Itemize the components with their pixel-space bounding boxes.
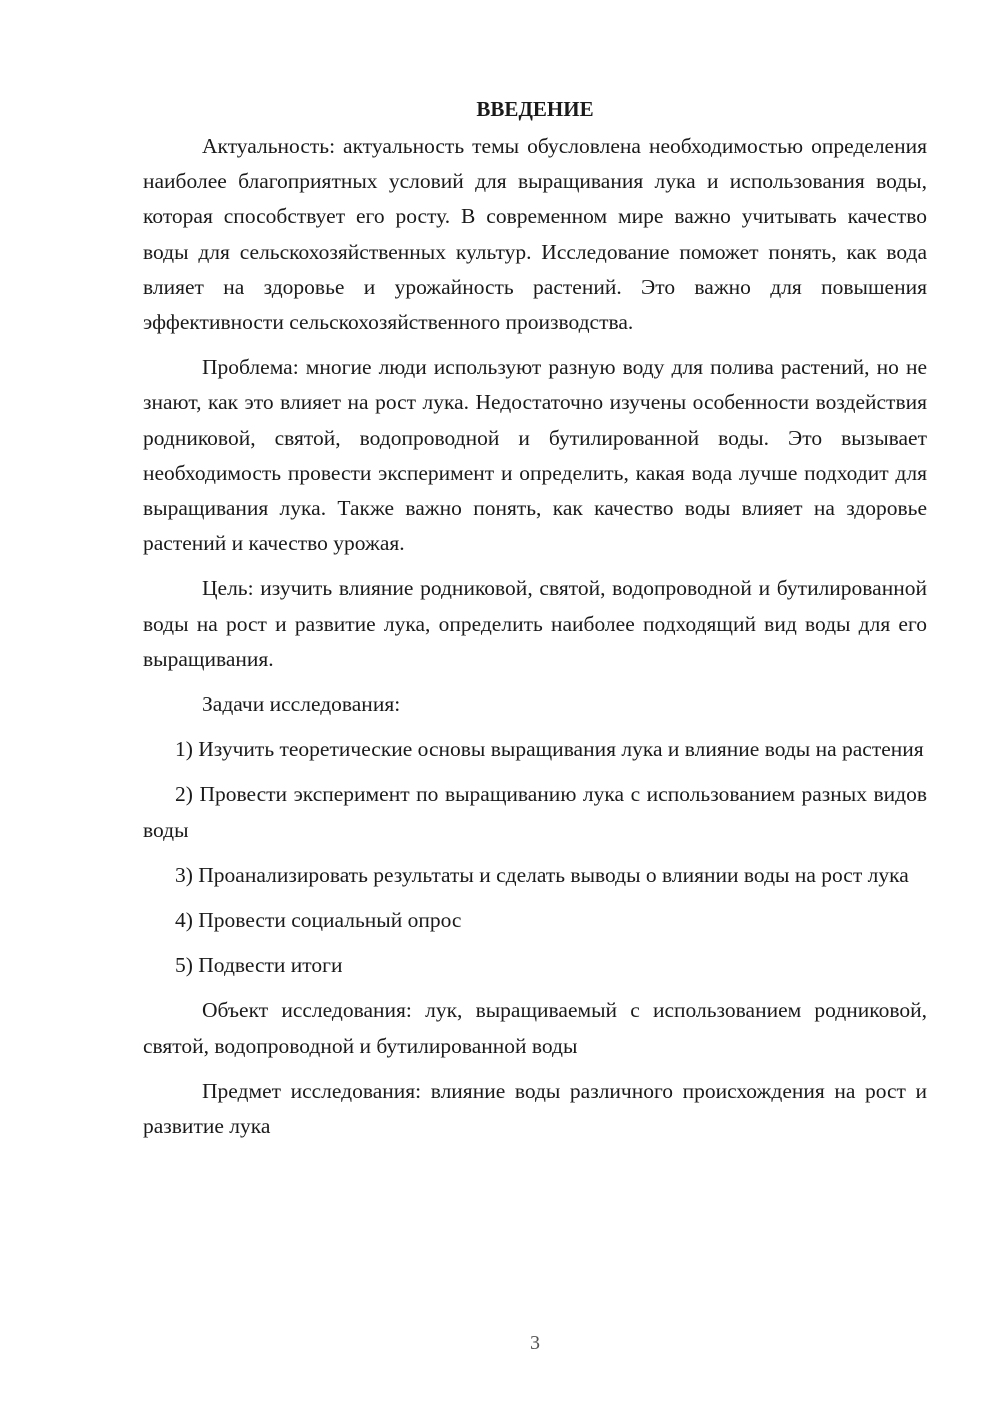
task-item: 1) Изучить теоретические основы выращивания лука и влияние воды на растения bbox=[175, 737, 924, 762]
task-item: 3) Проанализировать результаты и сделать выводы о влиянии воды на рост лука bbox=[175, 862, 909, 887]
relevance-paragraph: Актуальность: актуальность темы обусловлена необходимостью определения наиболее благоприятных условий для выращивания лука и использования воды, которая способствует его росту. В современном мире важно учитывать качество воды для сельскохозяйственных культур. Исследование поможет понять, как вода влияет на здоровье и урожайность растений. Это важно для повышения эффективности сельскохозяйственного производства. bbox=[143, 134, 927, 335]
task-item: 4) Провести социальный опрос bbox=[175, 908, 462, 933]
document-page bbox=[143, 92, 927, 1154]
goal-paragraph: Цель: изучить влияние родниковой, святой, водопроводной и бутилированной воды на рост и развитие лука, определить наиболее подходящий вид воды для его выращивания. bbox=[143, 576, 927, 671]
task-item: 5) Подвести итоги bbox=[175, 953, 343, 978]
task-item: 2) Провести эксперимент по выращиванию лука с использованием разных видов воды bbox=[143, 782, 927, 842]
problem-paragraph: Проблема: многие люди используют разную воду для полива растений, но не знают, как это влияет на рост лука. Недостаточно изучены особенности воздействия родниковой, святой, водопроводной и бутилированной воды. Это вызывает необходимость провести эксперимент и определить, какая вода лучше подходит для выращивания лука. Также важно понять, как качество воды влияет на здоровье растений и качество урожая. bbox=[143, 355, 927, 556]
tasks-heading: Задачи исследования: bbox=[202, 692, 401, 717]
section-title: ВВЕДЕНИЕ bbox=[476, 97, 594, 121]
object-paragraph: Объект исследования: лук, выращиваемый с использованием родниковой, святой, водопроводной и бутилированной воды bbox=[143, 998, 927, 1058]
page-number: 3 bbox=[530, 1332, 540, 1354]
subject-paragraph: Предмет исследования: влияние воды различного происхождения на рост и развитие лука bbox=[143, 1078, 927, 1139]
